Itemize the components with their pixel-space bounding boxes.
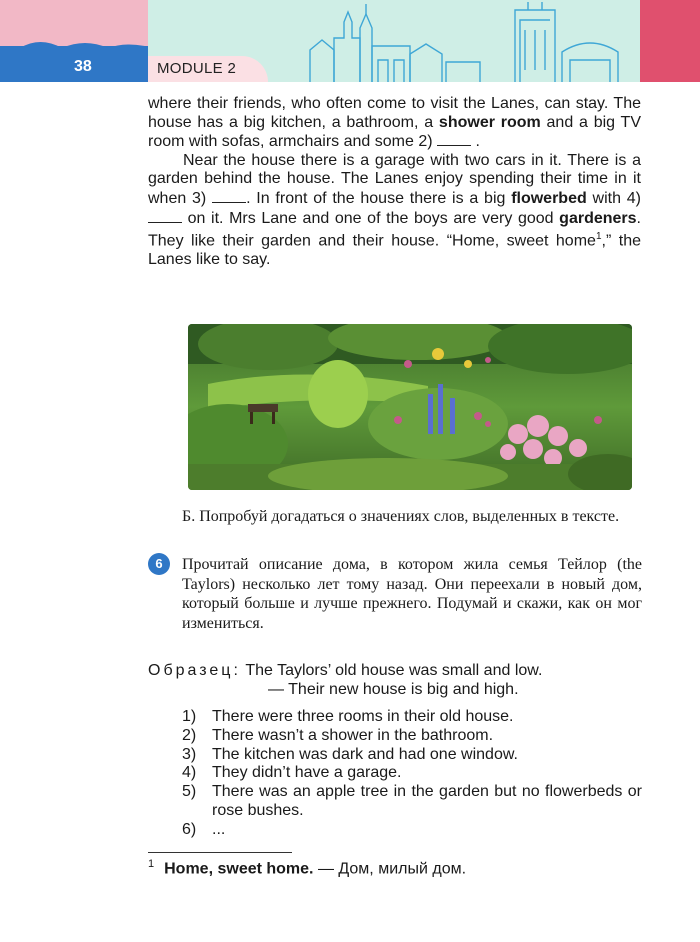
list-item: 2) There wasn’t a shower in the bathroom. bbox=[182, 726, 494, 744]
list-item: 6) ... bbox=[182, 820, 226, 838]
list-item: 3) The kitchen was dark and had one window. bbox=[182, 745, 518, 763]
sample-line-1: Образец: The Taylors’ old house was small and low. bbox=[148, 662, 543, 679]
module-label: MODULE 2 bbox=[157, 60, 237, 77]
garden-photo bbox=[188, 324, 632, 490]
list-item: 4) They didn’t have a garage. bbox=[182, 764, 402, 782]
exercise-number-badge: 6 bbox=[148, 553, 170, 575]
exercise-6-instruction: Прочитай описание дома, в котором жила семья Тейлор (the Taylors) несколько лет тому назад. Они переехали в новый дом, который больше и лучше прежнего. Подумай и скажи, как он мог измениться. bbox=[182, 556, 642, 632]
list-item: 1) There were three rooms in their old house. bbox=[182, 708, 514, 725]
footnote-term: Home, sweet home. bbox=[164, 860, 314, 878]
footnote bbox=[148, 858, 466, 878]
footnote-translation: — Дом, милый дом. bbox=[313, 860, 467, 878]
highlighted-word: gardeners bbox=[559, 209, 637, 227]
sample-label: Образец: bbox=[148, 662, 241, 679]
header-red-band bbox=[640, 0, 700, 82]
answer-blank[interactable] bbox=[212, 189, 246, 203]
list-item: 5) There was an apple tree in the garden but no flowerbeds or rose bushes. bbox=[182, 783, 642, 819]
footnote-mark: 1 bbox=[595, 231, 602, 243]
sample-block bbox=[148, 661, 542, 699]
sample-line-2: — Their new house is big and high. bbox=[268, 681, 519, 698]
city-skyline-illustration bbox=[300, 0, 640, 82]
footnote-divider bbox=[148, 852, 292, 853]
highlighted-word: shower room bbox=[438, 113, 541, 131]
answer-blank[interactable] bbox=[437, 132, 471, 146]
exercise-6-list bbox=[182, 708, 642, 840]
task-b-text: Б. Попробуй догадаться о значениях слов, выделенных в тексте. bbox=[182, 508, 620, 525]
header-wave-decoration bbox=[0, 38, 160, 60]
footnote-number: 1 bbox=[148, 858, 155, 870]
reading-text bbox=[148, 95, 641, 270]
answer-blank[interactable] bbox=[148, 209, 182, 223]
highlighted-word: flowerbed bbox=[511, 189, 587, 207]
paragraph-2: Near the house there is a garage with two cars in it. There is a garden behind the house. The Lanes enjoy spending their time in it when 3) . In front of the house there is a big flowerbed with 4) on it. Mrs Lane and one of the boys are very good gardeners. They like their garden and their house. “Home, sweet home$^1$,” the Lanes like to say. bbox=[148, 151, 642, 269]
page-number: 38 bbox=[74, 58, 92, 75]
paragraph-1: where their friends, who often come to visit the Lanes, can stay. The house has a big kitchen, a bathroom, a shower room and a big TV room with sofas, armchairs and some 2) . bbox=[148, 95, 641, 151]
